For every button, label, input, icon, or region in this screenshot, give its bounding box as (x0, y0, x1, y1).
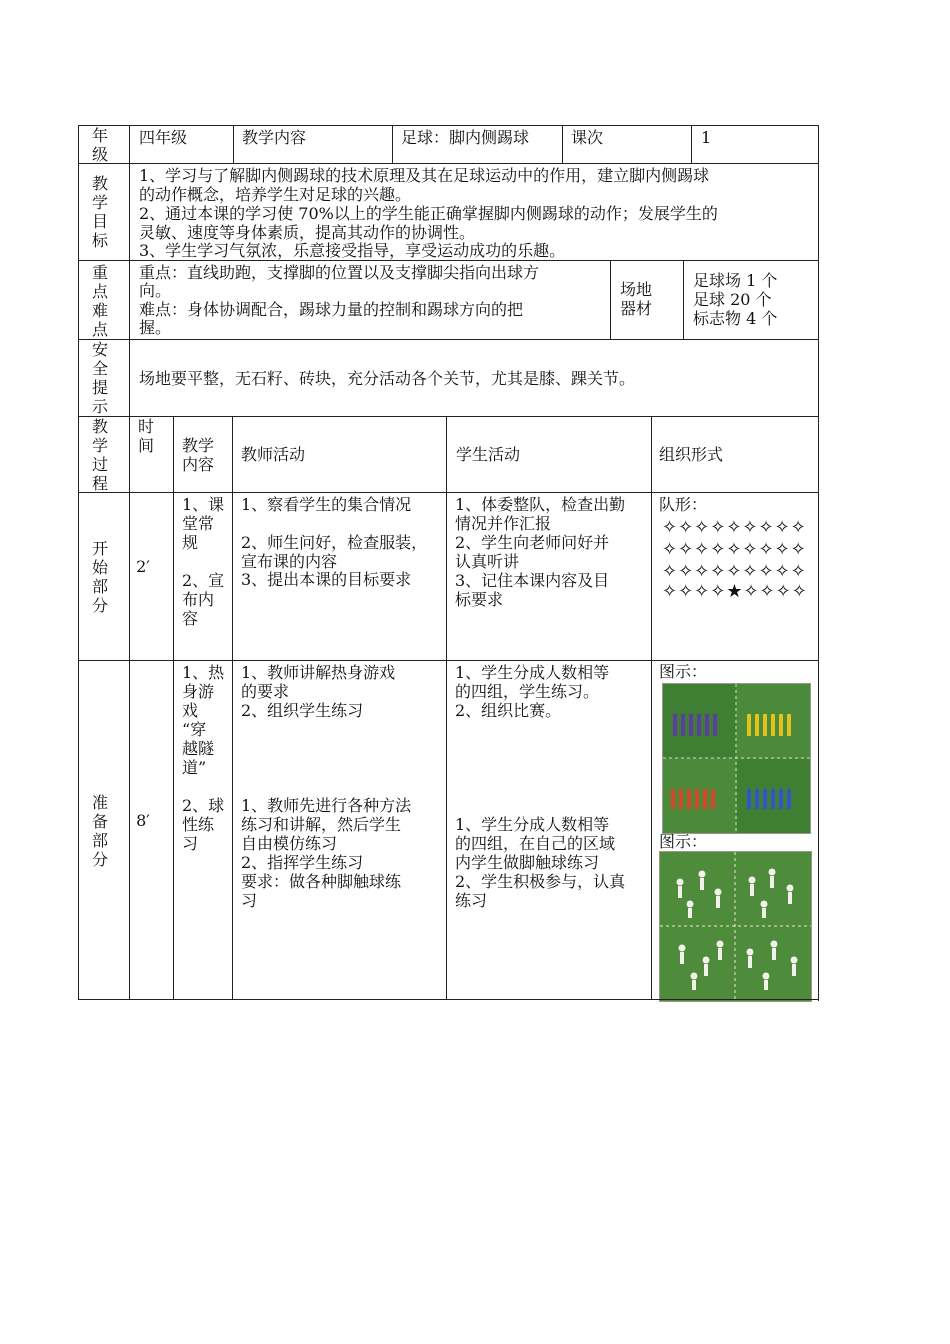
prep-teacher-line: 2、组织学生练习 (241, 701, 364, 720)
start-teacher-line: 宣布课的内容 (241, 552, 338, 571)
venue-label-cell (610, 260, 683, 339)
lesson-value: 1 (701, 128, 712, 147)
goals-label-cell (78, 163, 129, 260)
prep-student-line: 的四组，学生练习。 (455, 682, 600, 701)
equipment-cell (683, 260, 819, 339)
start-teacher-line: 1、察看学生的集合情况 (241, 495, 412, 514)
prep-student-cell (446, 660, 651, 1000)
goals-line-5: 3、学生学习气氛浓，乐意接受指导，享受运动成功的乐趣。 (139, 241, 566, 260)
start-content-line: 堂常 (182, 514, 215, 533)
goals-line-3: 2、通过本课的学习使 70%以上的学生能正确掌握脚内侧踢球的动作；发展学生的 (139, 204, 718, 223)
start-teacher-line: 3、提出本课的目标要求 (241, 570, 412, 589)
prep-teacher-line: 要求：做各种脚触球练 (241, 872, 402, 891)
content-value-cell (392, 125, 562, 163)
start-content-line: 1、课 (182, 495, 225, 514)
keypoint-line-4: 握。 (139, 318, 172, 337)
content-label: 教学内容 (242, 128, 307, 147)
keypoints-cell (129, 260, 610, 339)
prep-organization-cell (651, 660, 819, 1000)
lesson-label-cell (562, 125, 691, 163)
keypoints-label-cell (78, 260, 129, 339)
equipment-item-2: 足球 20 个 (693, 290, 772, 309)
start-student-line: 标要求 (455, 590, 504, 609)
organization-header: 组织形式 (659, 445, 724, 464)
tunnel-game-figure-svg (663, 684, 810, 833)
grade-label: 年级 (91, 126, 108, 164)
equipment-item-3: 标志物 4 个 (693, 309, 778, 328)
process-label-cell (78, 416, 129, 492)
prep-student-line: 练习 (455, 891, 488, 910)
prep-teacher-line: 1、教师讲解热身游戏 (241, 663, 396, 682)
prep-content-line: 道” (182, 758, 207, 777)
prep-label: 准备部分 (91, 793, 108, 869)
equipment-item-1: 足球场 1 个 (693, 271, 778, 290)
prep-student-line: 1、学生分成人数相等 (455, 663, 610, 682)
safety-text: 场地要平整，无石籽、砖块，充分活动各个关节，尤其是膝、踝关节。 (139, 369, 636, 388)
grade-value-cell (129, 125, 233, 163)
diagram-label-2: 图示： (659, 832, 708, 851)
prep-student-line: 2、学生积极参与，认真 (455, 872, 626, 891)
prep-time: 8′ (136, 811, 150, 830)
process-label: 教学过程 (91, 417, 108, 493)
time-header-cell (129, 416, 173, 492)
time-header: 时间 (137, 417, 154, 455)
start-teacher-line: 2、师生问好，检查服装， (241, 533, 428, 552)
start-time-cell (129, 492, 173, 660)
start-label-cell (78, 492, 129, 660)
content-label-cell (233, 125, 392, 163)
formation-label: 队形： (659, 495, 708, 514)
start-label: 开始部分 (91, 539, 108, 615)
start-content-line: 2、宣 (182, 571, 225, 590)
lesson-value-cell (691, 125, 819, 163)
student-header: 学生活动 (456, 445, 521, 464)
keypoint-line-3: 难点：身体协调配合，踢球力量的控制和踢球方向的把 (139, 300, 524, 319)
prep-content-line: 戏 (182, 701, 199, 720)
prep-teacher-line: 习 (241, 891, 258, 910)
formation-row: ✧✧✧✧✧✧✧✧✧ (662, 561, 807, 582)
prep-student-line: 2、组织比赛。 (455, 701, 562, 720)
table-bottom-border (78, 999, 819, 1000)
teacher-header-cell (232, 416, 446, 492)
keypoint-line-1: 重点：直线助跑，支撑脚的位置以及支撑脚尖指向出球方 (139, 263, 540, 282)
ball-practice-figure-svg (660, 852, 811, 1001)
organization-header-cell (651, 416, 819, 492)
prep-content-line: 2、球 (182, 796, 225, 815)
safety-label: 安全提示 (91, 340, 108, 416)
goals-line-2: 的动作概念，培养学生对足球的兴趣。 (139, 185, 412, 204)
content-value: 足球：脚内侧踢球 (401, 128, 530, 147)
formation-row: ✧✧✧✧✧✧✧✧✧ (662, 539, 807, 560)
prep-content-line: 习 (182, 834, 199, 853)
formation-row: ✧✧✧✧✧✧✧✧✧ (662, 517, 807, 538)
venue-label: 场地器材 (620, 280, 653, 318)
grade-label-cell (78, 125, 129, 163)
content-header: 教学内容 (182, 436, 215, 474)
table-right-border (818, 125, 819, 1001)
content-header-cell (173, 416, 232, 492)
prep-content-line: 越隧 (182, 739, 215, 758)
prep-content-line: 性练 (182, 815, 215, 834)
diagram-label-1: 图示： (659, 662, 708, 681)
goals-line-1: 1、学习与了解脚内侧踢球的技术原理及其在足球运动中的作用，建立脚内侧踢球 (139, 166, 710, 185)
teacher-header: 教师活动 (241, 445, 306, 464)
goals-label: 教学目标 (91, 174, 108, 250)
prep-teacher-line: 练习和讲解，然后学生 (241, 815, 402, 834)
prep-content-cell (173, 660, 232, 1000)
tunnel-game-diagram (662, 683, 811, 834)
goals-line-4: 灵敏、速度等身体素质，提高其动作的协调性。 (139, 223, 476, 242)
prep-teacher-line: 的要求 (241, 682, 290, 701)
prep-student-line: 1、学生分成人数相等 (455, 815, 610, 834)
start-student-line: 2、学生向老师问好并 (455, 533, 610, 552)
start-organization-cell (651, 492, 819, 660)
prep-content-line: 身游 (182, 682, 215, 701)
lesson-label: 课次 (571, 128, 604, 147)
start-student-cell (446, 492, 651, 660)
safety-label-cell (78, 339, 129, 416)
prep-content-line: 1、热 (182, 663, 225, 682)
start-student-line: 情况并作汇报 (455, 514, 552, 533)
prep-teacher-cell (232, 660, 446, 1000)
prep-teacher-line: 自由模仿练习 (241, 834, 338, 853)
prep-time-cell (129, 660, 173, 1000)
start-time: 2′ (136, 557, 150, 576)
start-student-line: 3、记住本课内容及目 (455, 571, 610, 590)
keypoints-label: 重点难点 (91, 263, 108, 339)
prep-label-cell (78, 660, 129, 1000)
prep-content-line: “穿 (182, 720, 207, 739)
formation-row: ✧✧✧✧★✧✧✧✧ (662, 581, 808, 602)
start-content-line: 布内 (182, 590, 215, 609)
start-content-cell (173, 492, 232, 660)
ball-practice-diagram (659, 851, 812, 1002)
start-teacher-cell (232, 492, 446, 660)
goals-cell (129, 163, 819, 260)
start-student-line: 1、体委整队，检查出勤 (455, 495, 626, 514)
student-header-cell (446, 416, 651, 492)
keypoint-line-2: 向。 (139, 281, 172, 300)
prep-student-line: 内学生做脚触球练习 (455, 853, 600, 872)
prep-teacher-line: 2、指挥学生练习 (241, 853, 364, 872)
safety-cell (129, 339, 819, 416)
grade-value: 四年级 (139, 128, 188, 147)
start-student-line: 认真听讲 (455, 552, 520, 571)
prep-student-line: 的四组，在自己的区域 (455, 834, 616, 853)
prep-teacher-line: 1、教师先进行各种方法 (241, 796, 412, 815)
start-content-line: 容 (182, 609, 199, 628)
start-content-line: 规 (182, 533, 199, 552)
